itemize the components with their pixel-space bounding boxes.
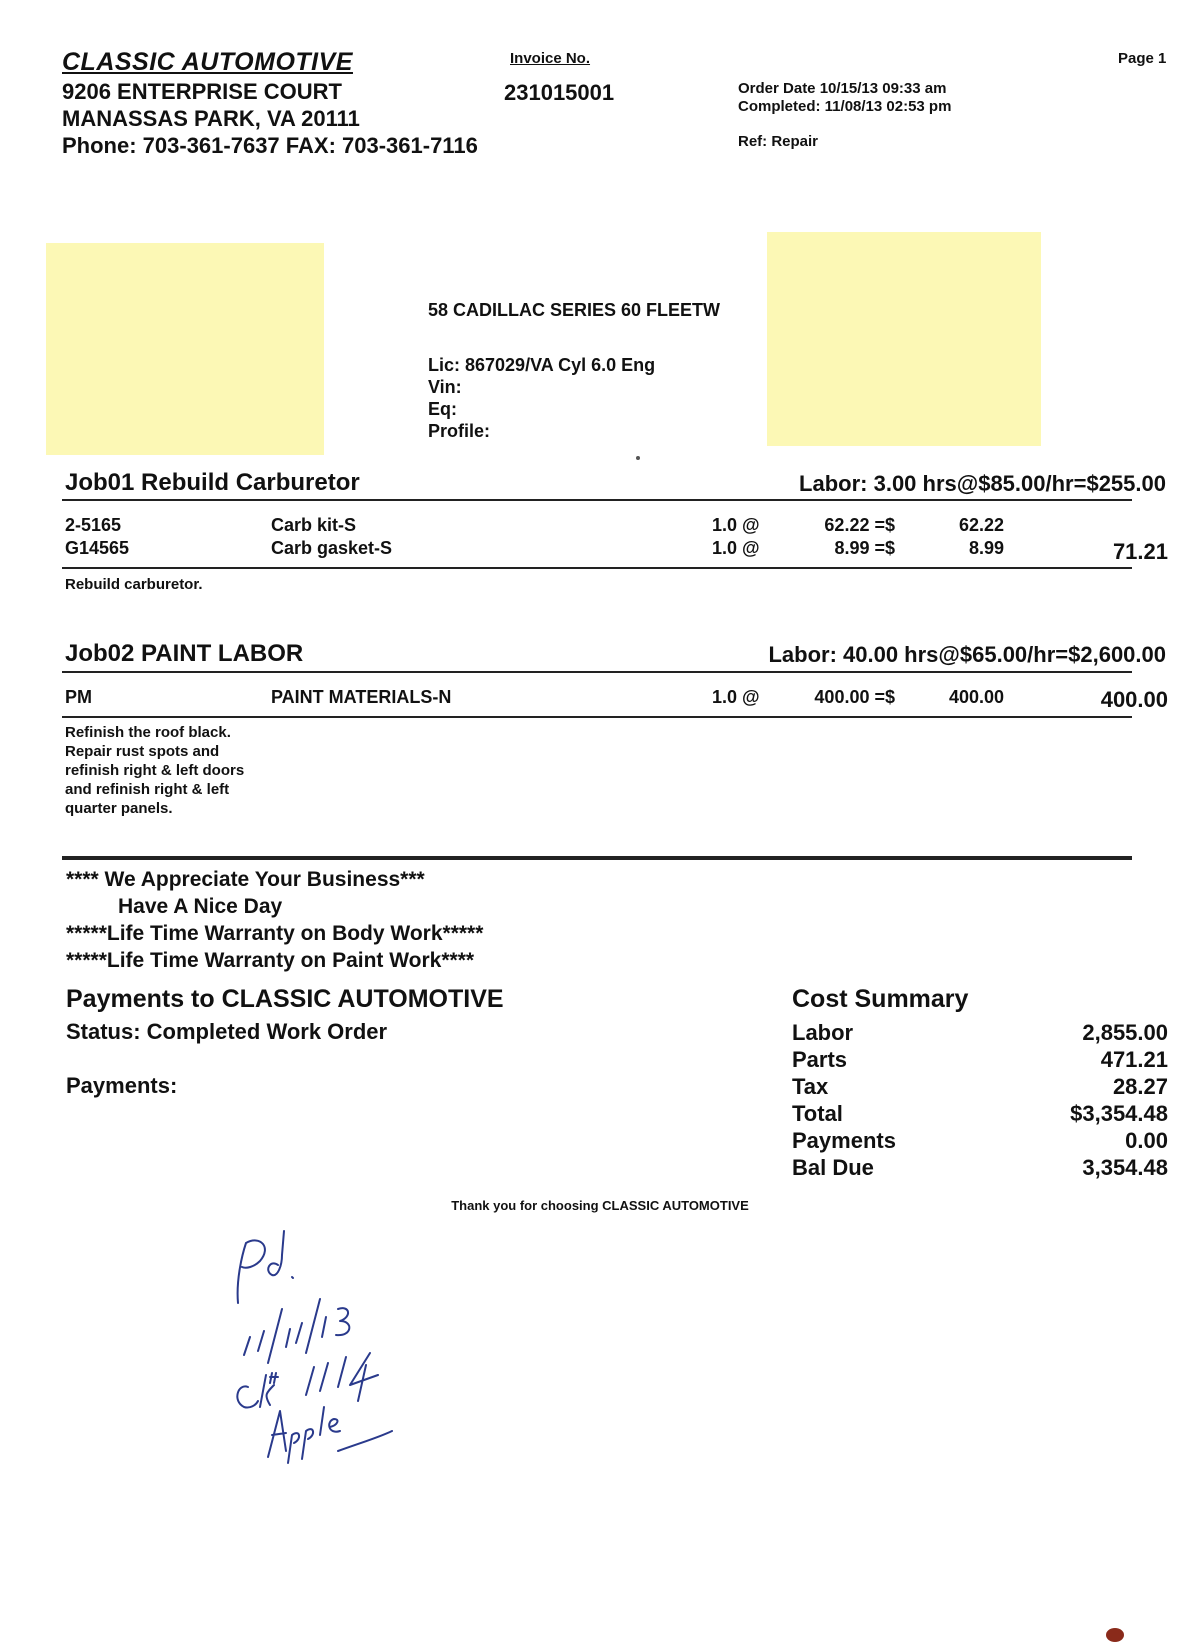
handwritten-payment-note xyxy=(220,1225,420,1465)
message-warranty-paint: *****Life Time Warranty on Paint Work**** xyxy=(66,949,475,972)
reference: Ref: Repair xyxy=(738,133,819,150)
part-description: Carb gasket-S xyxy=(271,538,393,558)
part-qty: 1.0 @ xyxy=(712,515,760,535)
job01-top-rule xyxy=(62,499,1132,501)
cost-value-total: $3,354.48 xyxy=(1070,1101,1168,1126)
vehicle-license: Lic: 867029/VA Cyl 6.0 Eng xyxy=(428,355,656,375)
part-code: 2-5165 xyxy=(65,515,122,535)
page-number: Page 1 xyxy=(1118,50,1167,67)
address-line-1: 9206 ENTERPRISE COURT xyxy=(62,79,342,104)
job01-labor: Labor: 3.00 hrs@$85.00/hr=$255.00 xyxy=(799,471,1166,496)
cost-value-tax: 28.27 xyxy=(1112,1074,1168,1099)
part-amount: 8.99 xyxy=(968,538,1004,558)
job02-title: Job02 PAINT LABOR xyxy=(65,640,304,667)
job02-note-line: and refinish right & left xyxy=(65,781,230,798)
part-description: PAINT MATERIALS-N xyxy=(271,687,452,707)
message-nice-day: Have A Nice Day xyxy=(118,895,283,918)
phone-fax: Phone: 703-361-7637 FAX: 703-361-7116 xyxy=(62,133,478,158)
part-code: G14565 xyxy=(65,538,130,558)
job01-parts-total: 71.21 xyxy=(1112,539,1168,564)
vehicle-profile: Profile: xyxy=(428,421,491,441)
job02-note-line: refinish right & left doors xyxy=(65,762,245,779)
vehicle-description: 58 CADILLAC SERIES 60 FLEETW xyxy=(428,300,721,320)
part-price: 8.99 =$ xyxy=(834,538,895,558)
cost-value-parts: 471.21 xyxy=(1100,1047,1168,1072)
section-separator xyxy=(62,856,1132,860)
job01-title: Job01 Rebuild Carburetor xyxy=(65,469,360,496)
sticky-note-left xyxy=(46,243,324,455)
cost-label-parts: Parts xyxy=(792,1047,848,1072)
job02-parts-total: 400.00 xyxy=(1100,687,1168,712)
scan-stain xyxy=(1106,1628,1124,1642)
payments-title: Payments to CLASSIC AUTOMOTIVE xyxy=(66,985,504,1013)
part-price: 400.00 =$ xyxy=(814,687,895,707)
order-date: Order Date 10/15/13 09:33 am xyxy=(738,80,947,97)
cost-value-payments: 0.00 xyxy=(1125,1128,1168,1153)
part-amount: 62.22 xyxy=(958,515,1004,535)
cost-label-payments: Payments xyxy=(792,1128,896,1153)
invoice-label: Invoice No. xyxy=(510,50,591,67)
completed-date: Completed: 11/08/13 02:53 pm xyxy=(738,98,952,115)
cost-value-labor: 2,855.00 xyxy=(1082,1020,1168,1045)
company-name: CLASSIC AUTOMOTIVE xyxy=(62,48,353,76)
part-code: PM xyxy=(65,687,92,707)
cost-label-tax: Tax xyxy=(792,1074,829,1099)
job01-bottom-rule xyxy=(62,567,1132,569)
part-qty: 1.0 @ xyxy=(712,538,760,558)
part-price: 62.22 =$ xyxy=(824,515,895,535)
job02-note-line: Repair rust spots and xyxy=(65,743,220,760)
vehicle-eq: Eq: xyxy=(428,399,457,419)
part-qty: 1.0 @ xyxy=(712,687,760,707)
cost-label-labor: Labor xyxy=(792,1020,854,1045)
job01-note: Rebuild carburetor. xyxy=(65,576,203,593)
job02-labor: Labor: 40.00 hrs@$65.00/hr=$2,600.00 xyxy=(768,642,1166,667)
job02-note-line: quarter panels. xyxy=(65,800,173,817)
scan-dot xyxy=(636,456,640,460)
vehicle-vin: Vin: xyxy=(428,377,462,397)
cost-value-balance-due: 3,354.48 xyxy=(1082,1155,1168,1180)
footer-thanks: Thank you for choosing CLASSIC AUTOMOTIVE xyxy=(451,1198,749,1213)
message-appreciate: **** We Appreciate Your Business*** xyxy=(66,868,425,891)
message-warranty-body: *****Life Time Warranty on Body Work***** xyxy=(66,922,484,945)
sticky-note-right xyxy=(767,232,1041,446)
cost-label-balance-due: Bal Due xyxy=(792,1155,874,1180)
invoice-number: 231015001 xyxy=(504,80,615,105)
address-line-2: MANASSAS PARK, VA 20111 xyxy=(62,106,360,131)
payments-status: Status: Completed Work Order xyxy=(66,1019,388,1044)
job02-bottom-rule xyxy=(62,716,1132,718)
part-description: Carb kit-S xyxy=(271,515,357,535)
payments-label: Payments: xyxy=(66,1073,178,1098)
cost-summary-title: Cost Summary xyxy=(792,985,969,1013)
part-amount: 400.00 xyxy=(948,687,1004,707)
cost-label-total: Total xyxy=(792,1101,843,1126)
job02-note-line: Refinish the roof black. xyxy=(65,724,231,741)
job02-top-rule xyxy=(62,671,1132,673)
